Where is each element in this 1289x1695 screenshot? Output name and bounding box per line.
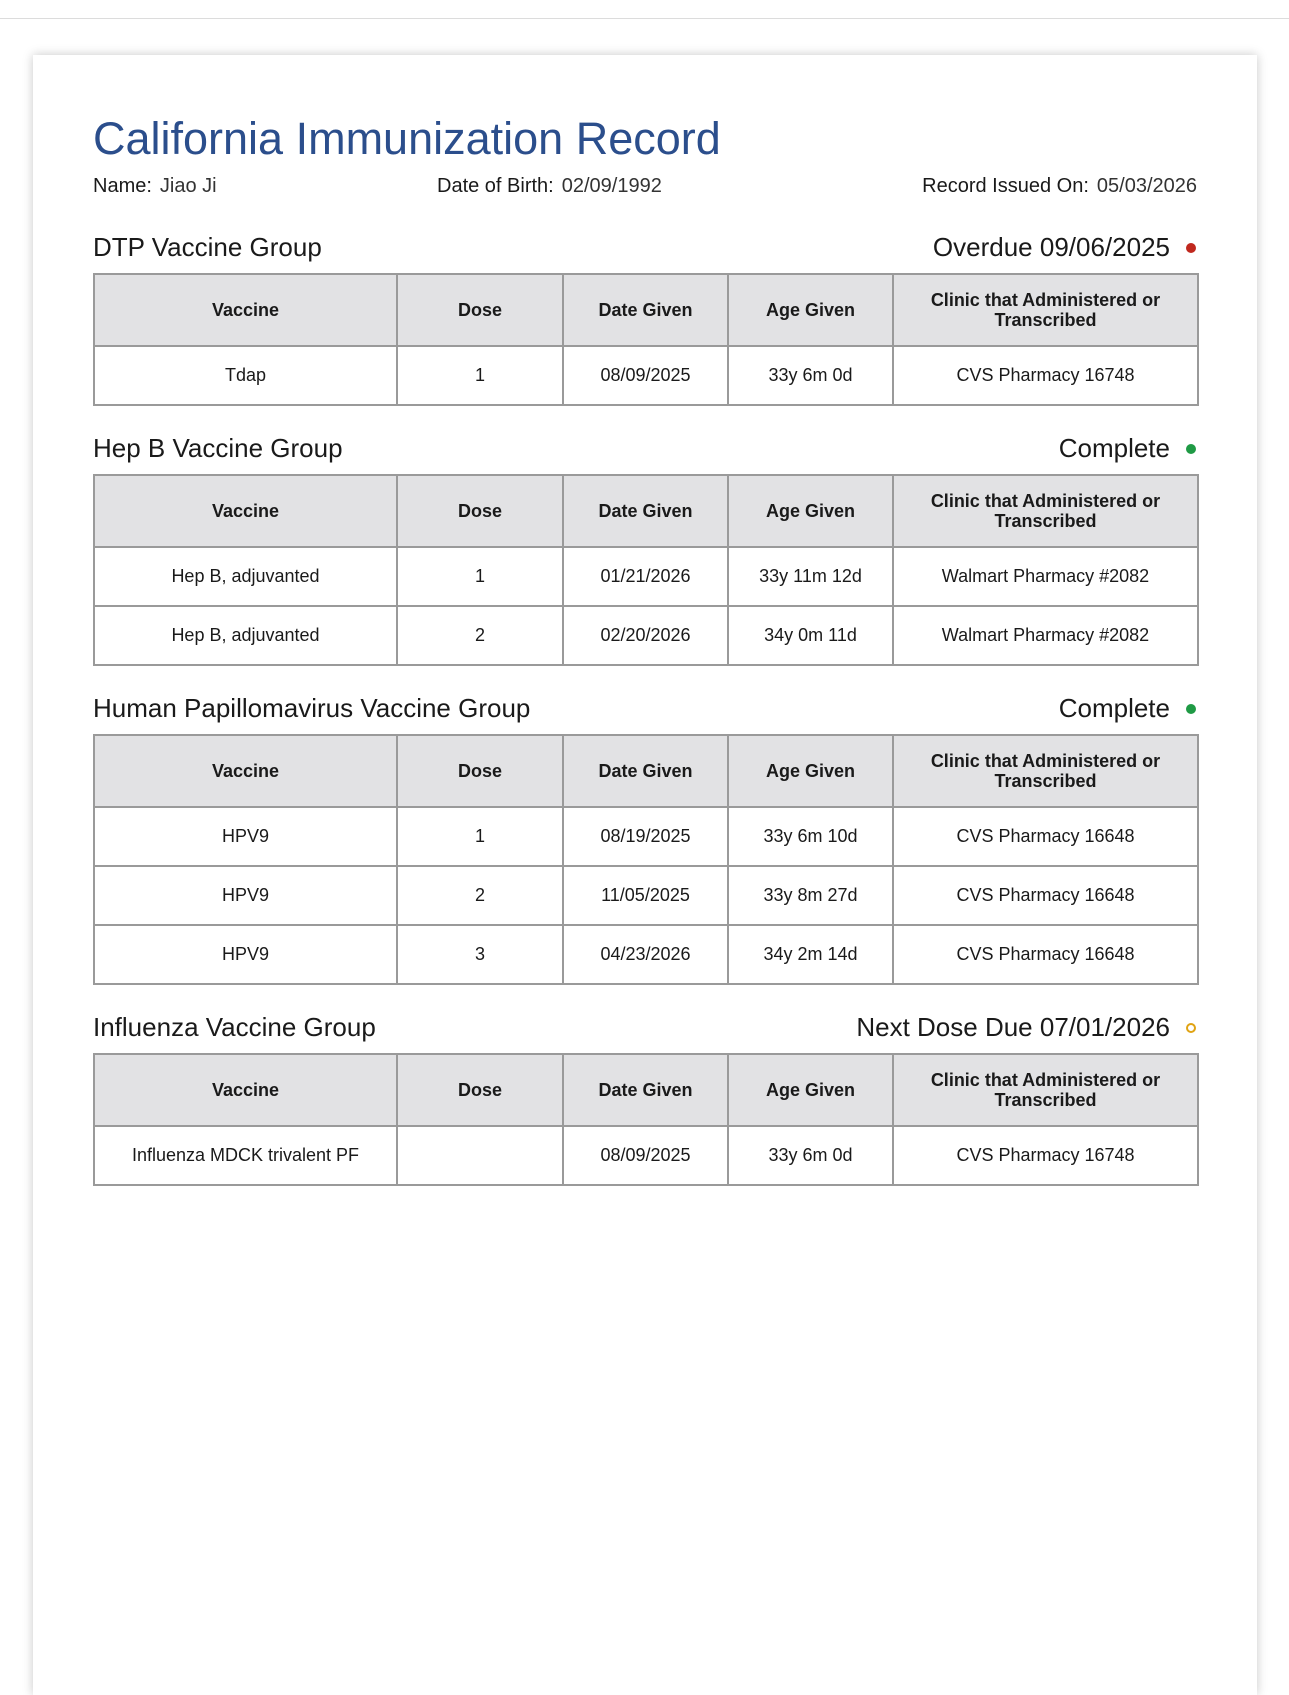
vaccine-group-header: [93, 430, 1197, 464]
table-cell: 11/05/2025: [563, 866, 728, 925]
table-cell: 08/19/2025: [563, 807, 728, 866]
table-cell: 08/09/2025: [563, 346, 728, 405]
table-cell: 01/21/2026: [563, 547, 728, 606]
vaccine-group-title: Hep B Vaccine Group: [93, 433, 343, 463]
column-header: Date Given: [563, 735, 728, 807]
group-status-text: Next Dose Due 07/01/2026: [856, 1012, 1170, 1042]
patient-info: [93, 175, 1197, 199]
table-cell: 2: [397, 866, 563, 925]
column-header: Vaccine: [94, 274, 397, 346]
table-cell: 34y 0m 11d: [728, 606, 893, 665]
issued-label: Record Issued On:: [922, 175, 1089, 197]
status-dot-icon: [1186, 444, 1196, 454]
table-cell: Hep B, adjuvanted: [94, 606, 397, 665]
column-header: Dose: [397, 274, 563, 346]
column-header: Clinic that Administered or Transcribed: [893, 735, 1198, 807]
column-header: Date Given: [563, 1054, 728, 1126]
table-cell: CVS Pharmacy 16748: [893, 1126, 1198, 1185]
table-cell: 33y 6m 10d: [728, 807, 893, 866]
table-cell: 1: [397, 346, 563, 405]
table-cell: 33y 6m 0d: [728, 346, 893, 405]
issued-value: 05/03/2026: [1096, 175, 1197, 197]
table-cell: 1: [397, 807, 563, 866]
table-row: [94, 925, 1198, 984]
table-header-row: [94, 1054, 1198, 1126]
dob-value: 02/09/1992: [561, 175, 662, 197]
vaccine-group-title: DTP Vaccine Group: [93, 232, 322, 262]
table-row: [94, 1126, 1198, 1185]
column-header: Dose: [397, 1054, 563, 1126]
table-cell: Walmart Pharmacy #2082: [893, 606, 1198, 665]
column-header: Dose: [397, 475, 563, 547]
name-label: Name:: [93, 175, 152, 197]
table-cell: 33y 6m 0d: [728, 1126, 893, 1185]
table-header-row: [94, 475, 1198, 547]
table-cell: HPV9: [94, 925, 397, 984]
vaccine-group-header: [93, 1009, 1197, 1043]
table-cell: 33y 11m 12d: [728, 547, 893, 606]
table-cell: 04/23/2026: [563, 925, 728, 984]
table-cell: Walmart Pharmacy #2082: [893, 547, 1198, 606]
patient-name: [93, 175, 217, 198]
table-cell: 34y 2m 14d: [728, 925, 893, 984]
vaccine-group-title: Influenza Vaccine Group: [93, 1012, 376, 1042]
column-header: Date Given: [563, 274, 728, 346]
table-cell: CVS Pharmacy 16748: [893, 346, 1198, 405]
name-value: Jiao Ji: [159, 175, 217, 197]
table-cell: Influenza MDCK trivalent PF: [94, 1126, 397, 1185]
table-cell: HPV9: [94, 807, 397, 866]
table-row: [94, 346, 1198, 405]
table-cell: CVS Pharmacy 16648: [893, 866, 1198, 925]
dob-label: Date of Birth:: [437, 175, 554, 197]
status-dot-icon: [1186, 243, 1196, 253]
column-header: Vaccine: [94, 735, 397, 807]
table-cell: CVS Pharmacy 16648: [893, 807, 1198, 866]
column-header: Clinic that Administered or Transcribed: [893, 475, 1198, 547]
table-cell: 02/20/2026: [563, 606, 728, 665]
vaccine-group-title: Human Papillomavirus Vaccine Group: [93, 693, 531, 723]
column-header: Dose: [397, 735, 563, 807]
table-cell: 08/09/2025: [563, 1126, 728, 1185]
vaccine-table: [93, 734, 1199, 985]
status-dot-icon: [1186, 1023, 1196, 1033]
column-header: Age Given: [728, 274, 893, 346]
record-issued: [922, 175, 1197, 198]
vaccine-group-header: [93, 229, 1197, 263]
column-header: Date Given: [563, 475, 728, 547]
table-row: [94, 547, 1198, 606]
patient-dob: [437, 175, 662, 198]
vaccine-table: [93, 273, 1199, 406]
table-cell: 2: [397, 606, 563, 665]
column-header: Age Given: [728, 735, 893, 807]
vaccine-group-header: [93, 690, 1197, 724]
column-header: Vaccine: [94, 1054, 397, 1126]
group-status: [1059, 433, 1197, 464]
vaccine-table: [93, 1053, 1199, 1186]
group-status-text: Complete: [1058, 433, 1170, 463]
status-dot-icon: [1186, 704, 1196, 714]
table-header-row: [94, 735, 1198, 807]
table-cell: [397, 1126, 563, 1185]
group-status: [933, 232, 1197, 263]
column-header: Vaccine: [94, 475, 397, 547]
column-header: Age Given: [728, 475, 893, 547]
table-cell: 3: [397, 925, 563, 984]
table-row: [94, 866, 1198, 925]
table-header-row: [94, 274, 1198, 346]
top-divider: [0, 18, 1289, 19]
table-row: [94, 807, 1198, 866]
group-status-text: Overdue 09/06/2025: [932, 232, 1170, 262]
table-cell: Hep B, adjuvanted: [94, 547, 397, 606]
group-status: [1059, 693, 1197, 724]
column-header: Age Given: [728, 1054, 893, 1126]
table-row: [94, 606, 1198, 665]
table-cell: CVS Pharmacy 16648: [893, 925, 1198, 984]
record-content: [93, 113, 1197, 1186]
table-cell: HPV9: [94, 866, 397, 925]
vaccine-groups: [93, 229, 1197, 1186]
column-header: Clinic that Administered or Transcribed: [893, 274, 1198, 346]
table-cell: 33y 8m 27d: [728, 866, 893, 925]
group-status-text: Complete: [1058, 693, 1170, 723]
table-cell: 1: [397, 547, 563, 606]
record-page: [33, 55, 1257, 1695]
table-cell: Tdap: [94, 346, 397, 405]
vaccine-table: [93, 474, 1199, 666]
group-status: [856, 1012, 1197, 1043]
page-title: California Immunization Record: [93, 113, 721, 164]
column-header: Clinic that Administered or Transcribed: [893, 1054, 1198, 1126]
